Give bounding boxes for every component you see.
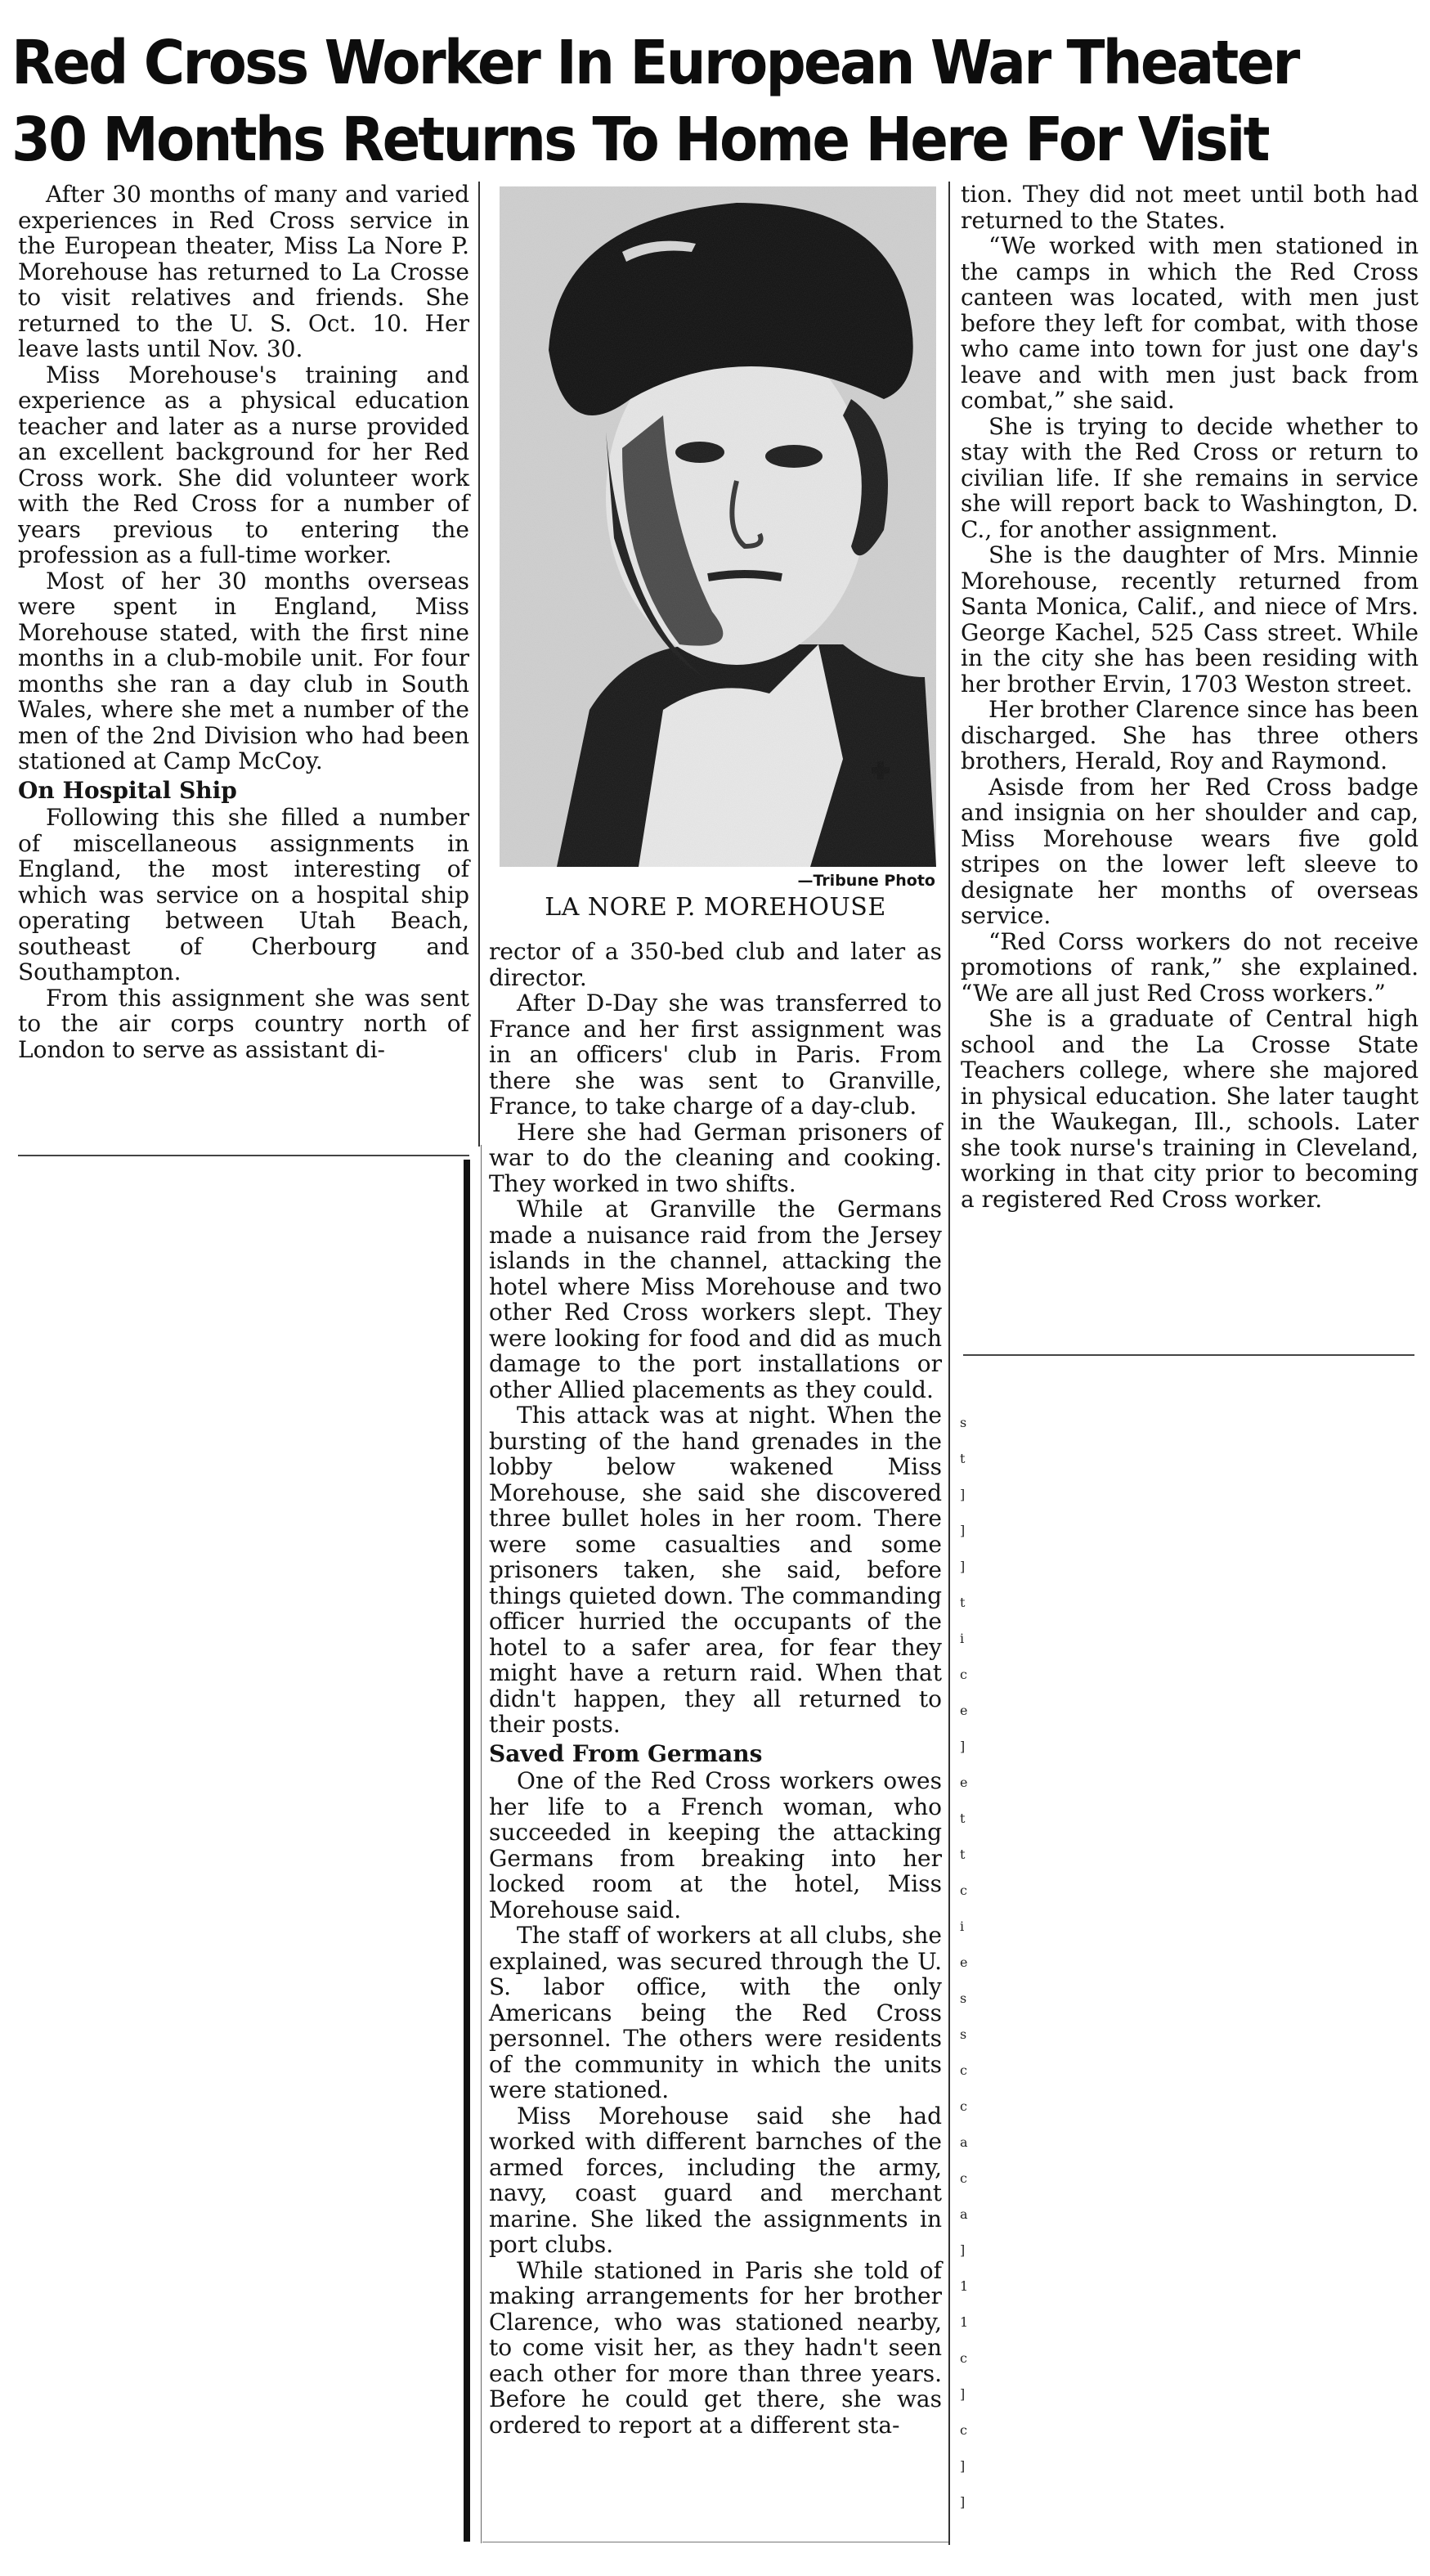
fragment-glyph: a — [960, 2134, 968, 2150]
photo-caption: LA NORE P. MOREHOUSE — [545, 893, 886, 922]
fragment-glyph: c — [960, 2062, 967, 2078]
fragment-glyph: 1 — [960, 2314, 969, 2330]
paragraph: Miss Morehouse said she had worked with different barnches of the armed forces, including the army, navy, coast guard and merchant marine. She liked the assignments in port clubs. — [489, 2102, 942, 2258]
fragment-glyph: i — [960, 1919, 965, 1934]
paragraph-continued: rector of a 350-bed club and later as director. — [489, 938, 942, 991]
fragment-glyph: a — [960, 2206, 968, 2222]
column-rule-col2-left — [481, 1145, 482, 2543]
paragraph: Asisde from her Red Cross badge and insignia on her shoulder and cap, Miss Morehouse wears five gold stripes on the lower left sleeve to designate her months of overseas service. — [961, 773, 1419, 929]
fragment-glyph: ] — [960, 1739, 966, 1754]
paragraph: The staff of workers at all clubs, she explained, was secured through the U. S. labor office, with the only Americans being the Red Cross personnel. The others were residents of the community in which the units were stationed. — [489, 1922, 942, 2103]
fragment-glyph: s — [960, 2026, 967, 2042]
headline-line-1: Red Cross Worker In European War Theater — [11, 28, 1298, 98]
fragment-glyph: e — [960, 1775, 968, 1790]
paragraph: This attack was at night. When the bursting of the hand grenades in the lobby below wakened Miss Morehouse, she said she discovered three bullet holes in her room. There were some casualties and some prisoners taken, she said, before things quieted down. The commanding officer hurried the occupants of the hotel to a safer area, for fear they might have a return raid. When that didn't happen, they all returned to their posts. — [489, 1402, 942, 1738]
paragraph: Most of her 30 months overseas were spent in England, Miss Morehouse stated, with the first nine months in a club-mobile unit. For four months she ran a day club in South Wales, where she met a number of the men of the 2nd Division who had been stationed at Camp McCoy. — [18, 567, 469, 774]
paragraph: Miss Morehouse's training and experience as a physical education teacher and later as a nurse provided an excellent background for her Red Cross work. She did volunteer work with the Red Cross for a number of years previous to entering the profession as a full-time worker. — [18, 361, 469, 568]
fragment-glyph: e — [960, 1954, 968, 1970]
paragraph: She is trying to decide whether to stay with the Red Cross or return to civilian life. If she remains in service she will report back to Washington, D. C., for another assignment. — [961, 412, 1419, 543]
fragment-glyph: ] — [960, 2242, 966, 2258]
paragraph: One of the Red Cross workers owes her life to a French woman, who succeeded in keeping the attacking Germans from breaking into her locked room at the hotel, Miss Morehouse said. — [489, 1767, 942, 1923]
fragment-glyph: ] — [960, 1487, 966, 1502]
fragment-glyph: 1 — [960, 2278, 969, 2294]
column-end-rule-left — [18, 1155, 469, 1156]
fragment-glyph: c — [960, 2422, 967, 2438]
adjacent-column-fragment — [957, 1382, 973, 2576]
subheading: Saved From Germans — [489, 1739, 763, 1767]
fragment-glyph: c — [960, 2170, 967, 2186]
article-column-2 — [489, 939, 942, 2438]
subheading: On Hospital Ship — [18, 776, 237, 804]
portrait-photo — [500, 186, 936, 867]
column-rule-left — [478, 182, 480, 1147]
fragment-glyph: s — [960, 1990, 967, 2006]
article-column-3 — [961, 182, 1419, 1212]
portrait-image — [500, 186, 936, 867]
column-end-rule-right — [963, 1354, 1414, 1356]
paragraph: She is the daughter of Mrs. Minnie Morehouse, recently returned from Santa Monica, Calif., and niece of Mrs. George Kachel, 525 Cass street. While in the city she has been residing with her brother Ervin, 1703 Weston street. — [961, 541, 1419, 698]
fragment-glyph: ] — [960, 1523, 966, 1538]
fragment-glyph: s — [960, 1415, 967, 1430]
paragraph: From this assignment she was sent to the air corps country north of London to serve as assistant di- — [18, 984, 469, 1063]
paragraph: After 30 months of many and varied experiences in Red Cross service in the European theater, Miss La Nore P. Morehouse has returned to La Crosse to visit relatives and friends. She returned to the U. S. Oct. 10. Her leave lasts until Nov. 30. — [18, 181, 469, 362]
fragment-glyph: c — [960, 1883, 967, 1898]
fragment-glyph: i — [960, 1631, 965, 1646]
fragment-glyph: ] — [960, 1559, 966, 1574]
fragment-glyph: t — [960, 1595, 966, 1610]
fragment-glyph: ] — [960, 2458, 966, 2474]
fragment-glyph: c — [960, 2098, 967, 2114]
fragment-glyph: ] — [960, 2494, 966, 2510]
column-bar-thick — [464, 1160, 470, 2542]
paragraph-continued: tion. They did not meet until both had returned to the States. — [961, 181, 1419, 234]
paragraph: Here she had German prisoners of war to do the cleaning and cooking. They worked in two shifts. — [489, 1118, 942, 1197]
paragraph: While at Granville the Germans made a nuisance raid from the Jersey islands in the channel, attacking the hotel where Miss Morehouse and two other Red Cross workers slept. They were looking for food and did as much damage to the port installations or other Allied placements as they could. — [489, 1196, 942, 1403]
column-rule-middle — [948, 182, 950, 2545]
fragment-glyph: c — [960, 2350, 967, 2366]
paragraph: Her brother Clarence since has been discharged. She has three others brothers, Herald, Roy and Raymond. — [961, 696, 1419, 774]
headline-line-2: 30 Months Returns To Home Here For Visit — [11, 105, 1268, 175]
fragment-glyph: t — [960, 1847, 966, 1862]
headline — [11, 25, 1304, 178]
fragment-glyph: t — [960, 1811, 966, 1826]
paragraph: Following this she filled a number of miscellaneous assignments in England, the most interesting of which was service on a hospital ship operating between Utah Beach, southeast of Cherbourg and Southampton. — [18, 804, 469, 985]
paragraph: “Red Corss workers do not receive promotions of rank,” she explained. “We are all just Red Cross workers.” — [961, 927, 1419, 1007]
fragment-glyph: c — [960, 1667, 967, 1682]
paragraph: While stationed in Paris she told of making arrangements for her brother Clarence, who was stationed nearby, to come visit her, as they hadn't seen each other for more than three years. Before he could get there, she was ordered to report at a different sta- — [489, 2256, 942, 2439]
paragraph: After D-Day she was transferred to France and her first assignment was in an officers' club in Paris. From there she was sent to Granville, France, to take charge of a day-club. — [489, 990, 942, 1120]
article-column-1 — [18, 182, 469, 1062]
fragment-glyph: ] — [960, 2386, 966, 2402]
fragment-glyph: t — [960, 1451, 966, 1466]
paragraph: “We worked with men stationed in the camps in which the Red Cross canteen was located, with men just before they left for combat, with those who came into town for just one day's leave and with men just back from combat,” she said. — [961, 232, 1419, 414]
photo-credit: —Tribune Photo — [797, 872, 935, 890]
fragment-glyph: e — [960, 1703, 968, 1718]
paragraph: She is a graduate of Central high school and the La Crosse State Teachers college, where she majored in physical education. She later taught in the Waukegan, Ill., schools. Later she took nurse's training in Cleveland, working in that city prior to becoming a registered Red Cross worker. — [961, 1005, 1419, 1213]
